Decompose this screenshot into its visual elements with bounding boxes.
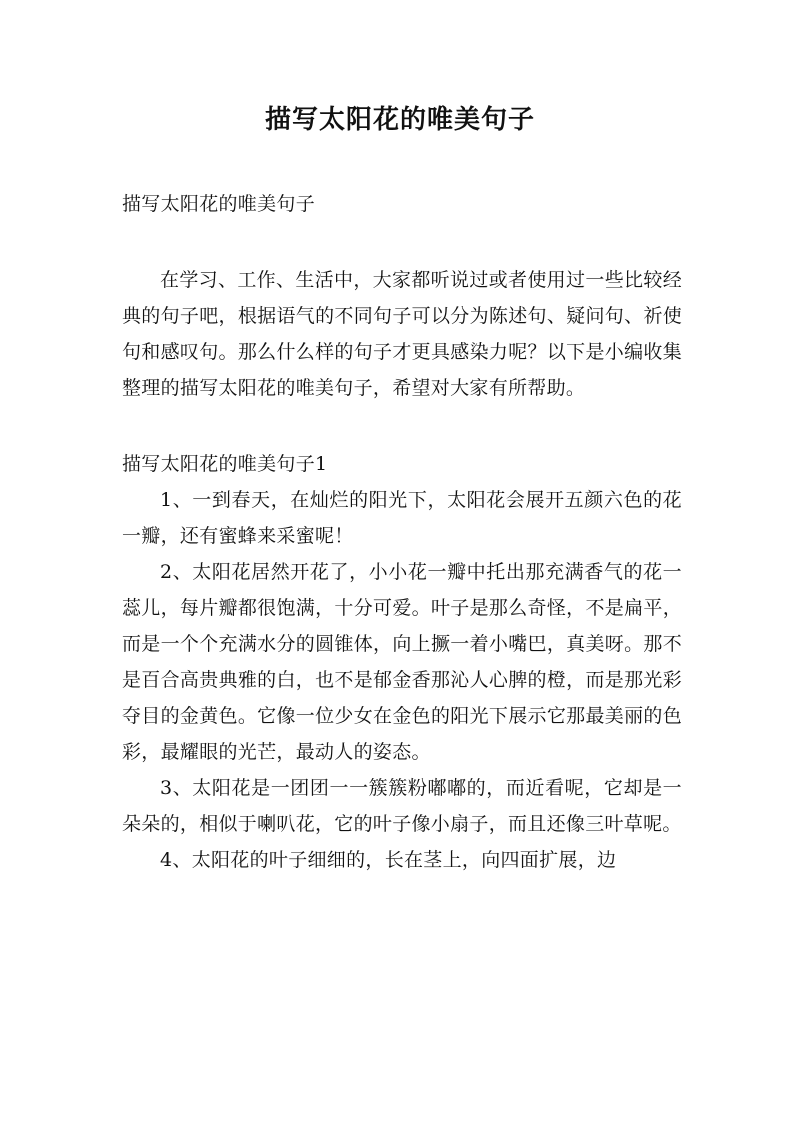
section-heading: 描写太阳花的唯美句子1 (122, 453, 328, 475)
document-body (122, 186, 682, 878)
intro-paragraph: 在学习、工作、生活中，大家都听说过或者使用过一些比较经典的句子吧，根据语气的不同句子可以分为陈述句、疑问句、祈使句和感叹句。那么什么样的句子才更具感染力呢？以下是小编收集整理的描写太阳花的唯美句子，希望对大家有所帮助。 (122, 269, 682, 399)
paragraph-3: 3、太阳花是一团团一一簇簇粉嘟嘟的，而近看呢，它却是一朵朵的，相似于喇叭花，它的叶子像小扇子，而且还像三叶草呢。 (122, 777, 682, 835)
paragraph-4: 4、太阳花的叶子细细的，长在茎上，向四面扩展，边 (160, 849, 617, 871)
document-subtitle: 描写太阳花的唯美句子 (122, 193, 316, 215)
paragraph-2: 2、太阳花居然开花了，小小花一瓣中托出那充满香气的花一蕊儿，每片瓣都很饱满，十分可爱。叶子是那么奇怪，不是扁平，而是一个个充满水分的圆锥体，向上撅一着小嘴巴，真美呀。那不是百合高贵典雅的白，也不是郁金香那沁人心脾的橙，而是那光彩夺目的金黄色。它像一位少女在金色的阳光下展示它那最美丽的色彩，最耀眼的光芒，最动人的姿态。 (122, 561, 682, 763)
paragraph-1: 1、一到春天，在灿烂的阳光下，太阳花会展开五颜六色的花一瓣，还有蜜蜂来采蜜呢！ (122, 489, 682, 547)
page-title: 描写太阳花的唯美句子 (264, 105, 535, 135)
